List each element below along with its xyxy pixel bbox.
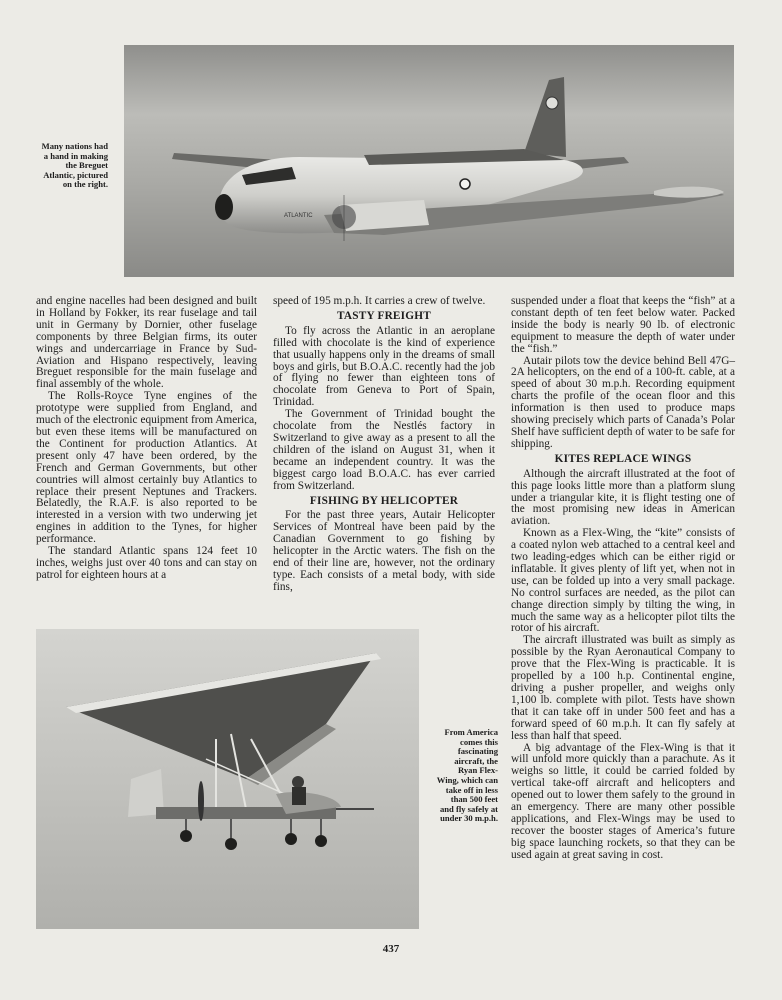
photo-caption-bottom: From America comes this fascinating aircraft, the Ryan Flex-Wing, which can take off in less than 500 feet and fly safely at under 30 m.p.h. — [436, 727, 498, 824]
photo-caption-top: Many nations had a hand in making the Breguet Atlantic, pictured on the right. — [41, 141, 108, 190]
article-column-1 — [36, 296, 257, 582]
paragraph: Autair pilots tow the device behind Bell 47G–2A helicopters, on the end of a 100-ft. cable, at a speed of about 30 m.p.h. Recording equipment charts the profile of the ocean floor and this information is then used to produce maps showing precisely which parts of Canada’s Polar Shelf have sufficient depth of water to be safe for shipping. — [511, 354, 735, 450]
paragraph: speed of 195 m.p.h. It carries a crew of twelve. — [273, 295, 486, 307]
section-heading-tasty-freight: TASTY FREIGHT — [337, 309, 431, 322]
aircraft-illustration-flex-wing — [36, 629, 419, 929]
aircraft-marking: ATLANTIC — [284, 213, 313, 219]
paragraph: For the past three years, Autair Helicopter Services of Montreal have been paid by the Canadian Government to go fishing by helicopter in the Arctic waters. The fish on the end of their line are, however, not the ordinary type. Each consists of a metal body, with side fins, — [273, 509, 495, 593]
page-number: 437 — [382, 943, 400, 955]
paragraph: A big advantage of the Flex-Wing is that it will unfold more quickly than a parachute. As it weighs so little, it could be carried folded by vertical take-off aircraft and helicopters and opened out to lower them safely to the ground in an emergency. There are many other possible applications, and Flex-Wings may be used to recover the booster stages of America’s future big space launching rockets, so that they can be used again at great saving in cost. — [511, 741, 735, 861]
paragraph: and engine nacelles had been designed and built in Holland by Fokker, its rear fuselage and tail unit in Germany by Dornier, other fuselage components by three Belgian firms, its outer wings and undercarriage in France by Sud-Aviation and Hispano respectively, leaving Breguet responsible for the main fuselage and final assembly of the whole. — [36, 295, 257, 391]
paragraph: suspended under a float that keeps the “fish” at a constant depth of ten feet below water. Packed inside the body is nearly 90 lb. of electronic equipment to measure the depth of water under the “fish.” — [511, 295, 735, 355]
paragraph: The standard Atlantic spans 124 feet 10 inches, weighs just over 40 tons and can stay on patrol for eighteen hours at a — [36, 545, 257, 581]
section-heading-fishing-by-helicopter: FISHING BY HELICOPTER — [309, 494, 459, 507]
paragraph: Known as a Flex-Wing, the “kite” consists of a coated nylon web attached to a central keel and two leading-edges which can be either rigid or inflatable. It gives plenty of lift yet, when not in use, can be folded up into a very small package. No control surfaces are needed, as the pilot can change direction simply by tilting the wing, in much the same way as a helicopter pilot tilts the rotor of his aircraft. — [511, 527, 735, 635]
article-column-3 — [511, 296, 735, 862]
paragraph: The Government of Trinidad bought the chocolate from the Nestlés factory in Switzerland to give away as a present to all the children of the island on August 31, when it became an independent country. It was the biggest cargo load B.O.A.C. has ever carried from Switzerland. — [273, 408, 495, 492]
ryan-flex-wing-photo — [36, 629, 419, 929]
paragraph: Although the aircraft illustrated at the foot of this page looks little more than a platform slung under a triangular kite, it is flight testing one of the most promising new ideas in American aviation. — [511, 467, 735, 528]
article-column-2 — [273, 296, 495, 594]
breguet-atlantic-photo — [124, 45, 734, 277]
section-heading-kites-replace-wings: KITES REPLACE WINGS — [554, 452, 692, 465]
aircraft-illustration-atlantic — [124, 45, 734, 277]
paragraph: The Rolls-Royce Tyne engines of the prototype were supplied from England, and much of the electronic equipment from America, but even these items will be manufactured on the Continent for production Atlantics. At present only 47 have been ordered, by the French and German Governments, but other countries will almost certainly buy Atlantics to replace their present Neptunes and Trackers. Belatedly, the R.A.F. is also reported to be interested in a version with two underwing jet engines in addition to the Tynes, for higher performance. — [36, 390, 257, 546]
paragraph: The aircraft illustrated was built as simply as possible by the Ryan Aeronautical Company to prove that the Flex-Wing is practicable. It is propelled by a 100 h.p. Continental engine, driving a pusher propeller, and weighs only 1,100 lb. complete with pilot. Tests have shown that it can take off in under 500 feet and has a forward speed of 60 m.p.h. It can fly safely at less than half that speed. — [511, 634, 735, 742]
paragraph: To fly across the Atlantic in an aeroplane filled with chocolate is the kind of experience that usually happens only in the dreams of small boys and girls, but B.O.A.C. recently had the job of flying no fewer than eighteen tons of chocolate from Geneva to Port of Spain, Trinidad. — [273, 324, 495, 409]
